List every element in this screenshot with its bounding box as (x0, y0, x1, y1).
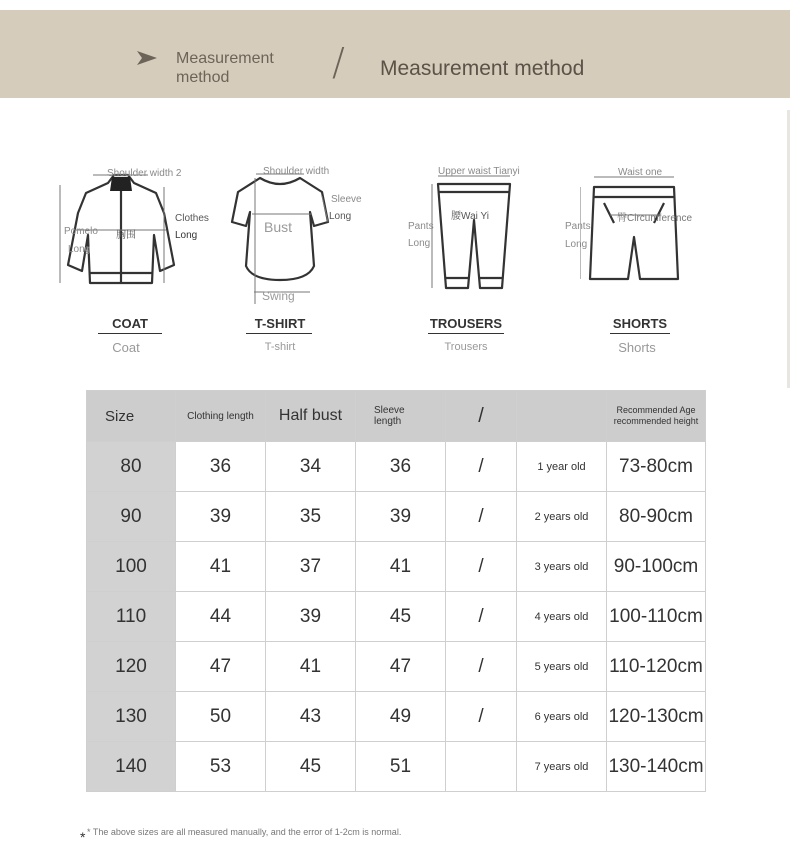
cell-age: 7 years old (517, 742, 607, 792)
tshirt-bust-label: Bust (264, 219, 293, 235)
cell-size: 100 (87, 542, 176, 592)
cell-sleeve-length: 47 (356, 642, 446, 692)
header-divider: / (332, 40, 345, 84)
coat-clothes-label: Clothes (175, 213, 209, 224)
cell-size: 140 (87, 742, 176, 792)
table-header-row (87, 391, 706, 442)
table-row (87, 442, 706, 492)
header-sleeve-length-line2: length (374, 416, 402, 427)
header-size: Size (87, 391, 176, 442)
tshirt-subtitle: T-shirt (264, 341, 296, 353)
cell-clothing-length: 50 (176, 692, 266, 742)
cell-clothing-length: 39 (176, 492, 266, 542)
cell-height: 110-120cm (607, 642, 706, 692)
header-slash: / (446, 391, 517, 442)
cell-size: 90 (87, 492, 176, 542)
footnote (80, 827, 440, 845)
header-recommended-line1: Recommended Age (616, 405, 696, 415)
header-sleeve-length-line1: Sleeve (374, 405, 405, 416)
header-half-bust: Half bust (266, 391, 356, 442)
size-table (86, 390, 706, 792)
cell-sleeve-length: 49 (356, 692, 446, 742)
cell-size: 120 (87, 642, 176, 692)
trousers-title: TROUSERS (429, 316, 503, 331)
table-row (87, 742, 706, 792)
cell-half-bust: 35 (266, 492, 356, 542)
trousers-pants-label: Pants (408, 221, 434, 232)
table-row (87, 692, 706, 742)
cell-sleeve-length: 45 (356, 592, 446, 642)
cell-half-bust: 37 (266, 542, 356, 592)
arrow-right-icon (136, 50, 158, 66)
shorts-pants-label: Pants (565, 221, 591, 232)
cell-slash: / (446, 492, 517, 542)
header-sleeve-length (356, 391, 446, 442)
footnote-text: * The above sizes are all measured manually, and the error of 1-2cm is normal. (87, 827, 402, 837)
cell-sleeve-length: 51 (356, 742, 446, 792)
cell-clothing-length: 47 (176, 642, 266, 692)
table-row (87, 542, 706, 592)
cell-clothing-length: 44 (176, 592, 266, 642)
footnote-star: * (80, 829, 86, 845)
cell-age: 4 years old (517, 592, 607, 642)
cell-half-bust: 39 (266, 592, 356, 642)
shorts-waist-label: Waist one (618, 167, 663, 178)
coat-title: COAT (112, 316, 148, 331)
shorts-title-underline (610, 333, 670, 334)
shorts-title: SHORTS (612, 316, 668, 331)
tshirt-icon (230, 168, 330, 308)
trousers-upper-waist-label: Upper waist Tianyi (438, 166, 520, 177)
cell-clothing-length: 53 (176, 742, 266, 792)
cell-height: 100-110cm (607, 592, 706, 642)
header-recommended (607, 391, 706, 442)
tshirt-sleeve-label: Sleeve (331, 194, 362, 205)
coat-pomelo-label: Pomelo (64, 226, 98, 237)
header-recommended-line2: recommended height (613, 416, 699, 426)
coat-shoulder-label: Shoulder width 2 (107, 168, 182, 179)
tshirt-long-label: Long (329, 211, 352, 222)
tshirt-shoulder-label: Shoulder width (263, 166, 330, 177)
table-row (87, 642, 706, 692)
shorts-circumference-label: 臀Circumference (617, 213, 693, 224)
coat-long-right-label: Long (175, 230, 198, 241)
cell-size: 80 (87, 442, 176, 492)
cell-clothing-length: 36 (176, 442, 266, 492)
cell-sleeve-length: 39 (356, 492, 446, 542)
shorts-long-label: Long (565, 239, 588, 250)
cell-age: 3 years old (517, 542, 607, 592)
cell-half-bust: 34 (266, 442, 356, 492)
cell-age: 2 years old (517, 492, 607, 542)
cell-slash (446, 742, 517, 792)
cell-height: 73-80cm (607, 442, 706, 492)
coat-title-underline (98, 333, 162, 334)
trousers-subtitle: Trousers (444, 341, 488, 353)
trousers-title-underline (428, 333, 504, 334)
cell-sleeve-length: 41 (356, 542, 446, 592)
table-row (87, 492, 706, 542)
cell-age: 6 years old (517, 692, 607, 742)
trousers-waist-label: 腰Wai Yi (451, 211, 489, 222)
header-clothing-length: Clothing length (176, 391, 266, 442)
tshirt-title: T-SHIRT (254, 316, 306, 331)
header-left-title: Measurement method (176, 50, 274, 86)
cell-slash: / (446, 442, 517, 492)
coat-long-left-label: Long (68, 244, 91, 255)
cell-slash: / (446, 692, 517, 742)
cell-clothing-length: 41 (176, 542, 266, 592)
cell-half-bust: 43 (266, 692, 356, 742)
cell-size: 130 (87, 692, 176, 742)
cell-slash: / (446, 542, 517, 592)
cell-slash: / (446, 592, 517, 642)
coat-chest-label: 胸围 (116, 230, 136, 241)
trousers-long-label: Long (408, 238, 431, 249)
cell-height: 90-100cm (607, 542, 706, 592)
tshirt-swing-label: Swing (262, 289, 295, 303)
table-row (87, 592, 706, 642)
header-banner (0, 10, 790, 98)
header-age (517, 391, 607, 442)
tshirt-title-underline (246, 333, 312, 334)
coat-subtitle: Coat (112, 340, 140, 355)
cell-half-bust: 41 (266, 642, 356, 692)
trousers-icon (424, 170, 524, 295)
cell-half-bust: 45 (266, 742, 356, 792)
cell-height: 130-140cm (607, 742, 706, 792)
cell-slash: / (446, 642, 517, 692)
cell-age: 1 year old (517, 442, 607, 492)
cell-height: 120-130cm (607, 692, 706, 742)
cell-sleeve-length: 36 (356, 442, 446, 492)
cell-age: 5 years old (517, 642, 607, 692)
cell-size: 110 (87, 592, 176, 642)
cell-height: 80-90cm (607, 492, 706, 542)
shorts-subtitle: Shorts (618, 340, 656, 355)
header-right-title: Measurement method (380, 57, 585, 80)
shorts-icon (580, 175, 685, 285)
